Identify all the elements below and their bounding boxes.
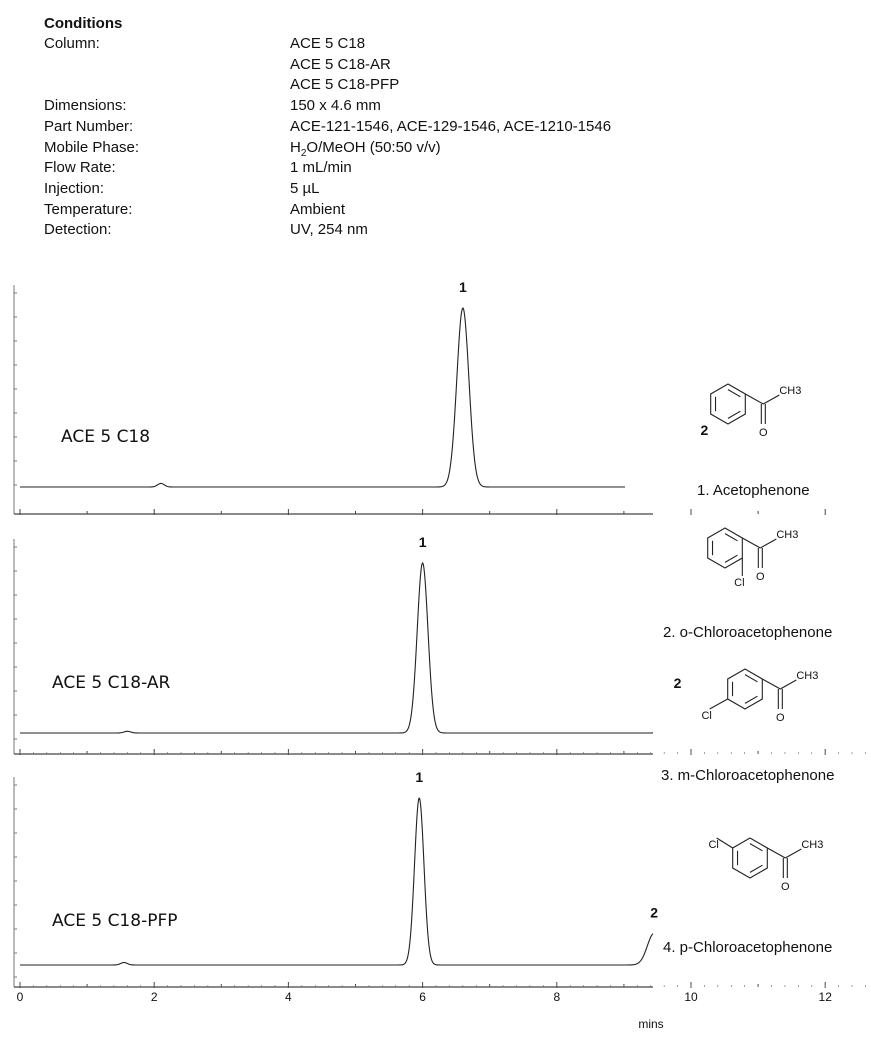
- x-tick-label: 4: [285, 990, 292, 1004]
- x-tick-label: 12: [818, 990, 832, 1004]
- condition-label: Mobile Phase:: [44, 138, 140, 156]
- oxygen-label: O: [781, 881, 790, 893]
- condition-label: Part Number:: [44, 117, 134, 135]
- x-tick-label: 8: [553, 990, 561, 1004]
- p-chloroacetophenone-structure-icon: [708, 838, 823, 893]
- peak-label: 2: [700, 422, 709, 439]
- compound-name-3: 3. m-Chloroacetophenone: [661, 767, 835, 784]
- acetophenone-structure-icon: [711, 384, 802, 439]
- x-axis-title: mins: [638, 1017, 664, 1031]
- oxygen-label: O: [759, 427, 768, 439]
- chromatogram-trace: [20, 563, 653, 733]
- bond: [742, 538, 760, 548]
- condition-value: $H_2O$/MeOH (50:50 v/v): [290, 138, 441, 159]
- peak-label: 2: [650, 904, 658, 921]
- bond: [760, 539, 776, 548]
- peak-label: 2: [673, 675, 682, 692]
- condition-value: 5 µL: [290, 179, 320, 197]
- condition-value: Ambient: [290, 200, 346, 218]
- chromatogram-trace: [20, 798, 653, 965]
- condition-label: Column:: [44, 35, 100, 52]
- compound-name-4: 4. p-Chloroacetophenone: [663, 939, 833, 956]
- trace-name: ACE 5 C18-AR: [52, 673, 171, 693]
- compound-name-1: 1. Acetophenone: [697, 482, 810, 499]
- o-chloroacetophenone-structure-icon: [708, 528, 799, 589]
- trace-name: ACE 5 C18: [61, 427, 151, 447]
- trace-name: ACE 5 C18-PFP: [52, 911, 178, 931]
- chlorine-label: Cl: [708, 839, 719, 851]
- condition-value: ACE-121-1546, ACE-129-1546, ACE-1210-1546: [290, 117, 612, 135]
- condition-label: Dimensions:: [44, 97, 127, 115]
- condition-value: ACE 5 C18-PFP: [290, 76, 400, 94]
- condition-label: Detection:: [44, 221, 112, 239]
- conditions-title: Conditions: [44, 15, 123, 32]
- peak-label: 1: [418, 534, 427, 550]
- bond: [763, 395, 779, 404]
- condition-value: ACE 5 C18: [290, 35, 366, 52]
- peak-label: 1: [415, 769, 424, 785]
- condition-label: Temperature:: [44, 200, 133, 218]
- condition-label: Flow Rate:: [44, 159, 116, 177]
- chlorine-label: Cl: [701, 710, 712, 722]
- bond: [710, 699, 728, 709]
- bond: [780, 680, 796, 689]
- condition-value: 1 mL/min: [290, 159, 352, 177]
- methyl-label: CH3: [776, 529, 799, 541]
- methyl-label: CH3: [796, 670, 819, 682]
- chlorine-label: Cl: [734, 577, 745, 589]
- bond: [767, 848, 785, 858]
- methyl-label: CH3: [779, 385, 802, 397]
- x-tick-label: 10: [684, 990, 698, 1004]
- methyl-label: CH3: [801, 839, 824, 851]
- bond: [745, 394, 763, 404]
- condition-value: ACE 5 C18-AR: [290, 55, 391, 73]
- x-tick-label: 6: [419, 990, 426, 1004]
- bond: [762, 679, 780, 689]
- peak-label: 1: [458, 279, 467, 295]
- chromatogram-trace: [20, 308, 625, 487]
- x-tick-label: 0: [16, 990, 24, 1004]
- compound-name-2: 2. o-Chloroacetophenone: [663, 624, 833, 641]
- bond: [717, 838, 733, 848]
- oxygen-label: O: [756, 571, 765, 583]
- bond: [785, 849, 801, 858]
- condition-label: Injection:: [44, 179, 105, 197]
- m-chloroacetophenone-structure-icon: [701, 669, 818, 724]
- oxygen-label: O: [776, 712, 785, 724]
- condition-value: UV, 254 nm: [290, 221, 368, 239]
- condition-value: 150 x 4.6 mm: [290, 97, 381, 115]
- x-tick-label: 2: [150, 990, 158, 1004]
